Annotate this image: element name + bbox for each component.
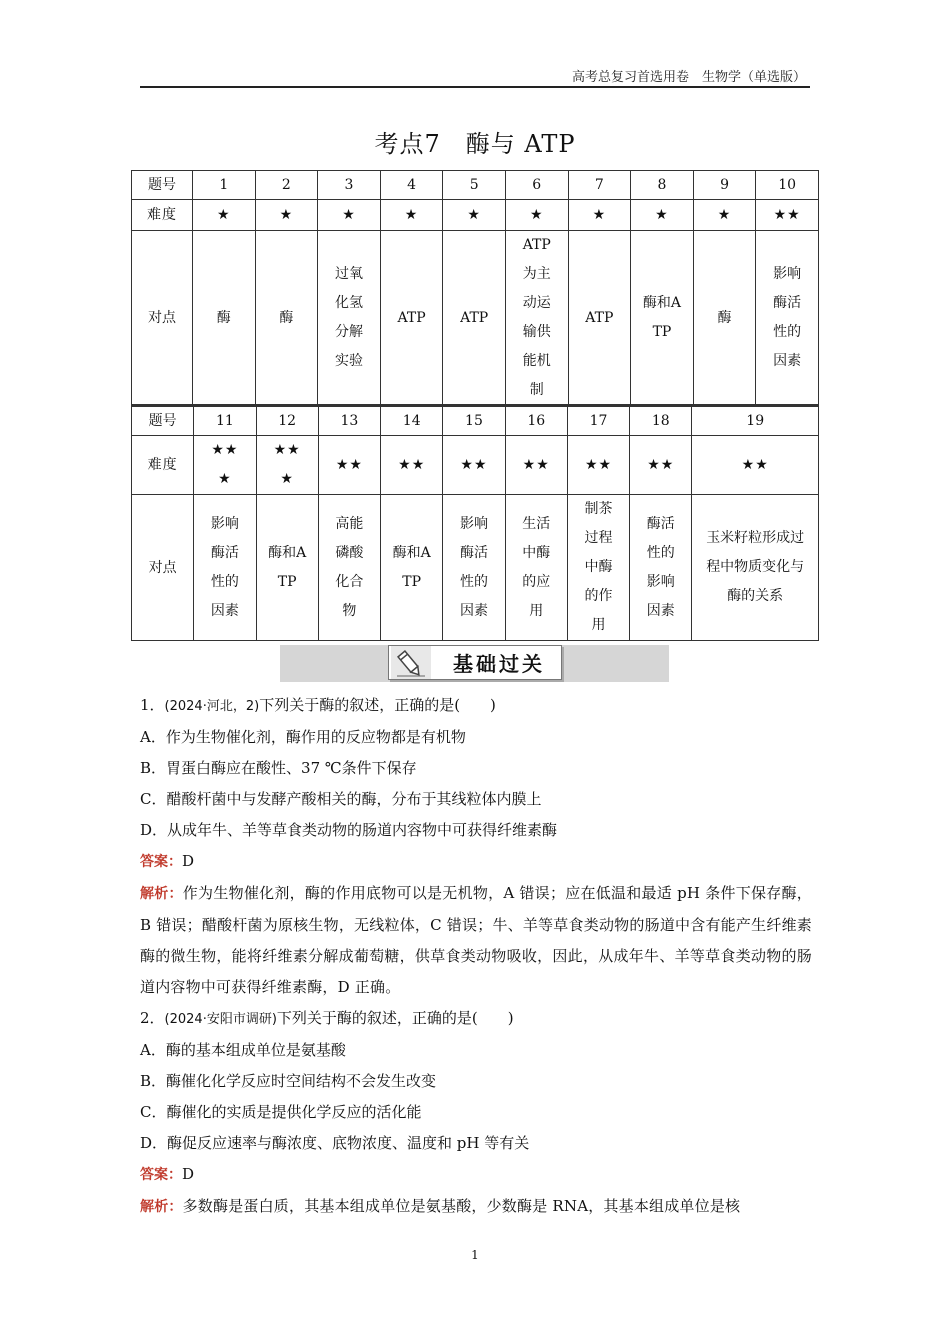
num-cell: 11 <box>194 406 256 436</box>
option-d: D．酶促反应速率与酶浓度、底物浓度、温度和 pH 等有关 <box>140 1134 530 1152</box>
topic-text: ATP <box>397 309 426 326</box>
num-cell: 3 <box>318 171 381 200</box>
pencil-icon <box>391 646 431 679</box>
topic-text: 过氧化氢分解实验 <box>334 266 363 369</box>
topic-cell <box>567 495 629 641</box>
num-cell: 18 <box>630 406 692 436</box>
page-number: 1 <box>471 1248 479 1262</box>
diff-cell: ★ <box>693 200 756 231</box>
topic-text: 生活中酶的应用 <box>522 515 551 619</box>
topic-cell <box>256 495 318 641</box>
topic-text: 酶活性的影响因素 <box>646 515 675 619</box>
diff-cell: ★★ <box>630 436 692 495</box>
diff-cell: ★★ <box>567 436 629 495</box>
diff-cell: ★ <box>568 200 631 231</box>
topic-cell <box>505 231 568 406</box>
label-topic: 对点 <box>132 231 193 406</box>
question-text: 下列关于酶的叙述，正确的是( ) <box>259 696 496 714</box>
topic-cell <box>568 231 631 406</box>
analysis-paragraph <box>140 1191 812 1223</box>
option-a: A．酶的基本组成单位是氨基酸 <box>140 1041 346 1059</box>
answer-line <box>140 846 812 878</box>
num-cell: 4 <box>380 171 443 200</box>
question-source: (2024·河北，2) <box>164 699 260 714</box>
num-cell: 12 <box>256 406 318 436</box>
diff-cell: ★★ <box>692 436 819 495</box>
topic-text: 高能磷酸化合物 <box>335 515 364 619</box>
diff-cell: ★ <box>380 200 443 231</box>
num-cell: 14 <box>381 406 443 436</box>
analysis-text: 作为生物催化剂，酶的作用底物可以是无机物，A 错误；应在低温和最适 pH 条件下保存酶，B 错误；醋酸杆菌为原核生物，无线粒体，C 错误；牛、羊等草食类动物的肠道中含有能产生纤维素酶的微生物，能将纤维素分解成葡萄糖，供草食类动物吸收，因此，从成年牛、羊等草食类动物的肠道内容物中可获得纤维素酶，D 正确。 <box>140 884 812 996</box>
num-cell: 19 <box>692 406 819 436</box>
topic-text: 酶 <box>717 309 732 326</box>
question-2 <box>140 1003 812 1223</box>
banner-tab <box>388 645 562 680</box>
diff-cell: ★★ <box>318 436 380 495</box>
diff-cell: ★ <box>318 200 381 231</box>
label-topic: 对点 <box>132 495 194 641</box>
topic-text: 酶和ATP <box>392 544 431 590</box>
label-diff: 难度 <box>132 436 194 495</box>
topic-cell <box>756 231 819 406</box>
analysis-label: 解析： <box>140 886 183 902</box>
analysis-paragraph <box>140 878 812 1003</box>
topic-cell <box>443 495 505 641</box>
topic-cell <box>693 231 756 406</box>
analysis-label: 解析： <box>140 1199 183 1215</box>
question-stem <box>140 1003 812 1035</box>
question-content <box>140 690 812 1223</box>
topic-text: 酶和ATP <box>642 295 682 340</box>
label-num: 题号 <box>132 171 193 200</box>
num-cell: 9 <box>693 171 756 200</box>
topic-cell <box>505 495 567 641</box>
topic-cell <box>318 231 381 406</box>
header-text: 高考总复习首选用卷 生物学（单选版） <box>571 70 806 85</box>
topic-text: ATP为主动运输供能机制 <box>522 237 551 398</box>
option-c: C．酶催化的实质是提供化学反应的活化能 <box>140 1103 422 1121</box>
option-a: A．作为生物催化剂，酶作用的反应物都是有机物 <box>140 728 466 746</box>
topic-table-2 <box>131 404 819 641</box>
question-stem <box>140 690 812 722</box>
num-cell: 5 <box>443 171 506 200</box>
diff-cell <box>256 436 318 495</box>
num-cell: 7 <box>568 171 631 200</box>
topic-cell <box>692 495 819 641</box>
topic-cell <box>380 231 443 406</box>
diff-cell: ★★ <box>443 436 505 495</box>
topic-text: 酶和ATP <box>268 544 307 590</box>
topic-cell <box>193 231 256 406</box>
topic-cell <box>194 495 256 641</box>
num-cell: 13 <box>318 406 380 436</box>
question-text: 下列关于酶的叙述，正确的是( ) <box>276 1009 514 1027</box>
diff-cell: ★ <box>505 200 568 231</box>
option-b: B．酶催化化学反应时空间结构不会发生改变 <box>140 1072 437 1090</box>
label-diff: 难度 <box>132 200 193 231</box>
diff-cell: ★ <box>631 200 694 231</box>
question-1 <box>140 690 812 1003</box>
answer-value: D <box>182 1165 195 1183</box>
diff-cell <box>194 436 256 495</box>
topic-text: 酶 <box>216 309 231 326</box>
num-cell: 8 <box>631 171 694 200</box>
diff-cell: ★★ <box>381 436 443 495</box>
answer-label: 答案： <box>140 854 182 870</box>
page-title: 考点7 酶与 ATP <box>374 130 576 158</box>
page-header <box>140 62 810 88</box>
topic-text: 影响酶活性的因素 <box>210 515 239 619</box>
num-cell: 16 <box>505 406 567 436</box>
topic-cell <box>318 495 380 641</box>
answer-value: D <box>182 852 195 870</box>
diff-text: ★★★ <box>273 442 301 487</box>
section-banner <box>280 645 669 682</box>
option-c: C．醋酸杆菌中与发酵产酸相关的酶，分布于其线粒体内膜上 <box>140 790 542 808</box>
topic-text: ATP <box>460 309 489 326</box>
topic-cell <box>443 231 506 406</box>
topic-table-1 <box>131 170 819 406</box>
question-number: 1． <box>140 696 165 714</box>
question-number: 2． <box>140 1009 165 1027</box>
topic-text: 影响酶活性的因素 <box>773 266 802 369</box>
option-b: B．胃蛋白酶应在酸性、37 ℃条件下保存 <box>140 759 417 777</box>
num-cell: 17 <box>567 406 629 436</box>
diff-cell: ★★ <box>505 436 567 495</box>
topic-text: 玉米籽粒形成过程中物质变化与酶的关系 <box>706 530 805 604</box>
topic-text: ATP <box>585 309 614 326</box>
num-cell: 15 <box>443 406 505 436</box>
topic-cell <box>631 231 694 406</box>
answer-line <box>140 1159 812 1191</box>
diff-cell: ★ <box>193 200 256 231</box>
analysis-text: 多数酶是蛋白质，其基本组成单位是氨基酸，少数酶是 RNA，其基本组成单位是核 <box>182 1197 741 1215</box>
diff-cell: ★ <box>255 200 318 231</box>
num-cell: 6 <box>505 171 568 200</box>
num-cell: 1 <box>193 171 256 200</box>
diff-cell: ★ <box>443 200 506 231</box>
label-num: 题号 <box>132 406 194 436</box>
question-source: (2024·安阳市调研) <box>164 1012 277 1027</box>
topic-cell <box>381 495 443 641</box>
num-cell: 10 <box>756 171 819 200</box>
answer-label: 答案： <box>140 1167 182 1183</box>
topic-text: 酶 <box>279 309 294 326</box>
topic-cell <box>630 495 692 641</box>
topic-text: 制茶过程中酶的作用 <box>584 501 613 633</box>
banner-label: 基础过关 <box>453 652 545 676</box>
option-d: D．从成年牛、羊等草食类动物的肠道内容物中可获得纤维素酶 <box>140 821 558 839</box>
diff-cell: ★★ <box>756 200 819 231</box>
topic-cell <box>255 231 318 406</box>
num-cell: 2 <box>255 171 318 200</box>
topic-text: 影响酶活性的因素 <box>459 515 488 619</box>
diff-text: ★★★ <box>211 442 239 487</box>
